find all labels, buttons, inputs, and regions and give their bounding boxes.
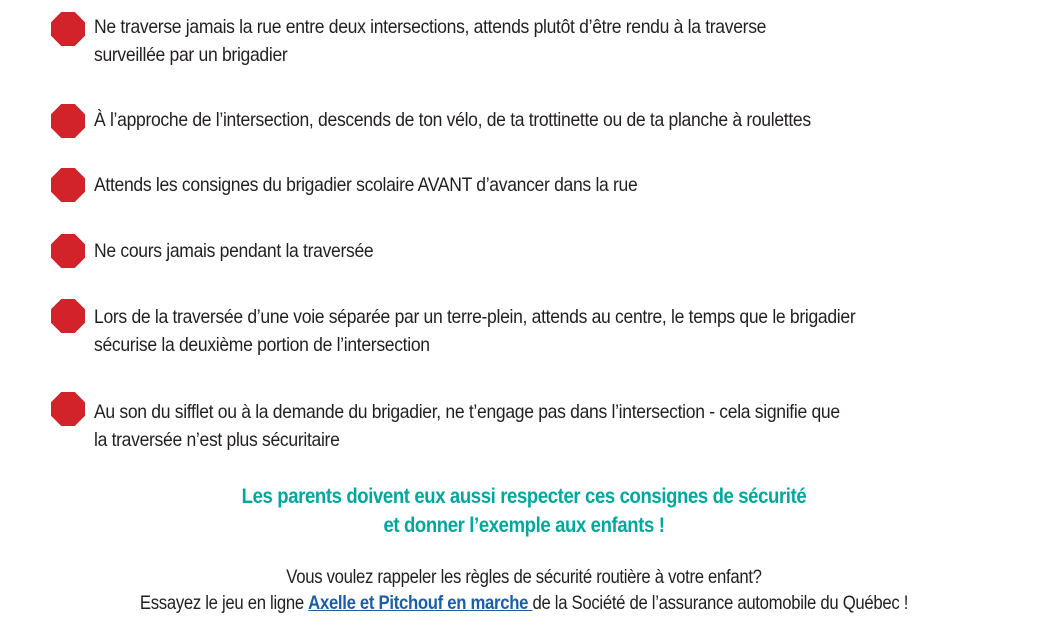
promo-question: Vous voulez rappeler les règles de sécurité routière à votre enfant?	[286, 567, 762, 588]
rule-text	[94, 13, 931, 69]
stop-sign-icon	[51, 104, 85, 138]
rule-text	[94, 171, 931, 199]
rule-line: surveillée par un brigadier	[94, 44, 288, 66]
rule-line: Ne traverse jamais la rue entre deux intersections, attends plutôt d’être rendu à la traverse	[94, 16, 767, 38]
stop-sign-icon	[51, 299, 85, 333]
stop-sign-icon	[51, 12, 85, 46]
rule-text	[94, 237, 931, 265]
rule-text	[94, 106, 931, 134]
rule-line: Attends les consignes du brigadier scolaire AVANT d’avancer dans la rue	[94, 174, 638, 196]
stop-sign-icon	[51, 392, 85, 426]
parents-message-line: Les parents doivent eux aussi respecter ces consignes de sécurité	[241, 485, 807, 508]
stop-sign-icon	[51, 234, 85, 268]
promo-invite	[63, 591, 985, 617]
rule-text	[94, 398, 931, 454]
rule-line: À l’approche de l’intersection, descends de ton vélo, de ta trottinette ou de ta planche à roulettes	[94, 109, 811, 131]
rule-line: Ne cours jamais pendant la traversée	[94, 240, 374, 262]
rule-line: Lors de la traversée d’une voie séparée par un terre-plein, attends au centre, le temps que le brigadier	[94, 306, 856, 328]
parents-message-line: et donner l’exemple aux enfants !	[383, 514, 665, 537]
rule-line: sécurise la deuxième portion de l’intersection	[94, 334, 430, 356]
stop-sign-icon	[51, 168, 85, 202]
rule-line: Au son du sifflet ou à la demande du brigadier, ne t’engage pas dans l’intersection - cela signifie que	[94, 401, 840, 423]
promo-prefix: Essayez le jeu en ligne	[139, 593, 309, 614]
promo-suffix: de la Société de l’assurance automobile du Québec !	[532, 593, 909, 614]
rule-line: la traversée n’est plus sécuritaire	[94, 429, 340, 451]
rule-text	[94, 303, 931, 359]
game-link[interactable]: Axelle et Pitchouf en marche	[308, 593, 533, 614]
game-promo	[0, 565, 1048, 617]
parents-message	[0, 482, 1048, 540]
